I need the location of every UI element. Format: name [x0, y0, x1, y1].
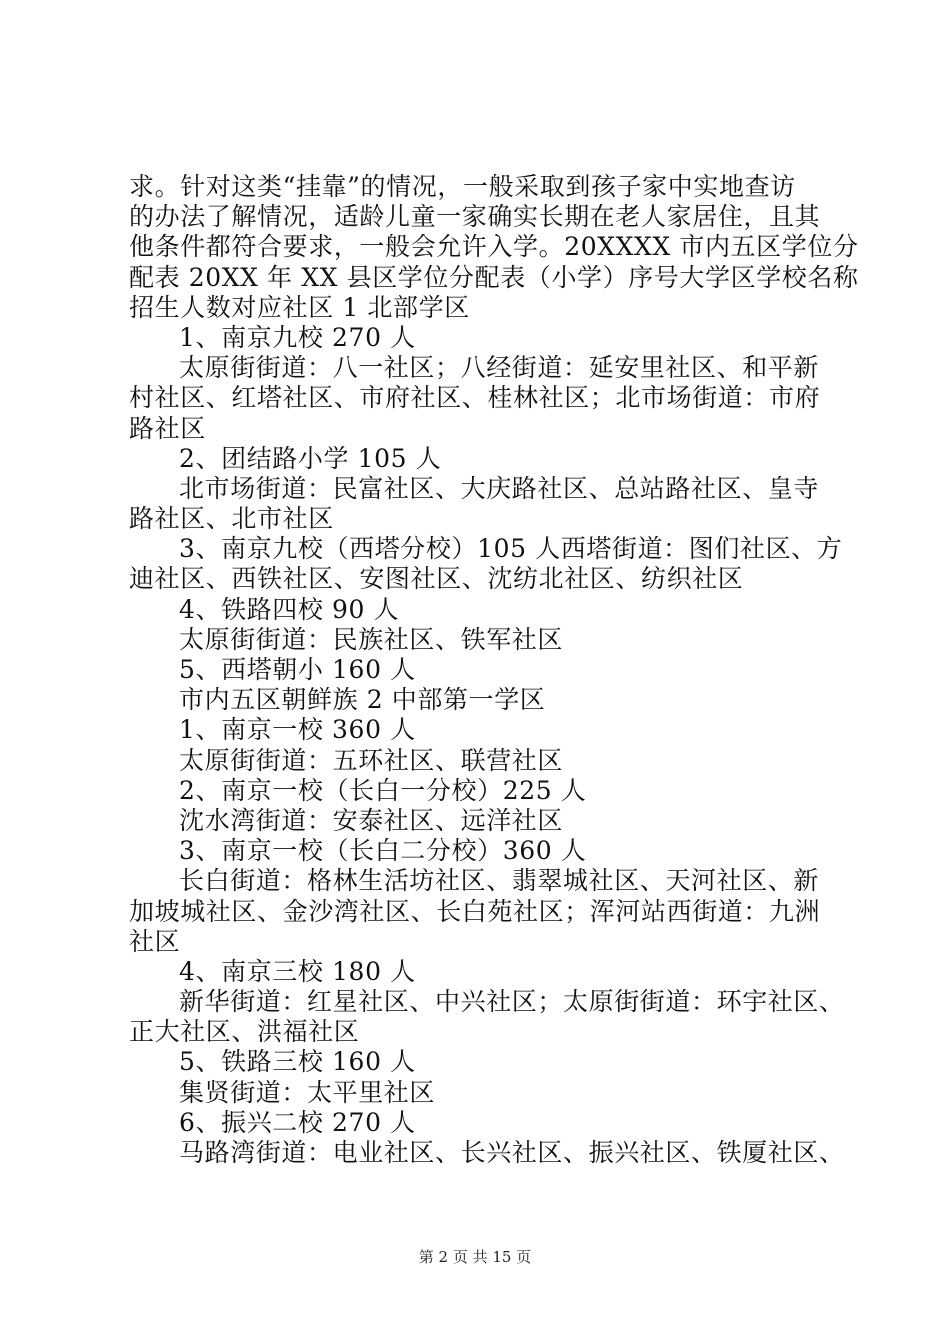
text-line: 招生人数对应社区 1 北部学区	[129, 292, 470, 322]
text-line: 1、南京一校 360 人	[179, 715, 416, 745]
text-line: 1、南京九校 270 人	[179, 322, 416, 352]
text-line: 路社区、北市社区	[129, 504, 334, 534]
text-line: 3、南京一校（长白二分校）360 人	[179, 836, 587, 866]
text-line: 他条件都符合要求，一般会允许入学。20XXXX 市内五区学位分	[129, 232, 859, 262]
text-line: 6、振兴二校 270 人	[179, 1107, 416, 1137]
text-line: 路社区	[129, 413, 206, 443]
text-line: 马路湾街道：电业社区、长兴社区、振兴社区、铁厦社区、	[179, 1138, 845, 1167]
text-line: 社区	[129, 926, 181, 956]
text-line: 新华街道：红星社区、中兴社区；太原街街道：环宇社区、	[179, 987, 845, 1017]
text-line: 北市场街道：民富社区、大庆路社区、总站路社区、皇寺	[179, 473, 820, 503]
text-line: 配表 20XX 年 XX 县区学位分配表（小学）序号大学区学校名称	[129, 262, 859, 292]
text-line: 4、南京三校 180 人	[179, 956, 416, 986]
text-line: 4、铁路四校 90 人	[179, 594, 400, 624]
text-line: 求。针对这类“挂靠”的情况，一般采取到孩子家中实地查访	[129, 172, 796, 201]
text-line: 集贤街道：太平里社区	[179, 1077, 436, 1107]
text-line: 5、西塔朝小 160 人	[179, 655, 416, 684]
page-footer: 第 2 页 共 15 页	[418, 1248, 532, 1266]
text-line: 村社区、红塔社区、市府社区、桂林社区；北市场街道：市府	[129, 383, 821, 413]
text-line: 2、南京一校（长白一分校）225 人	[179, 775, 587, 805]
text-line: 太原街街道：民族社区、铁军社区	[179, 624, 564, 654]
text-line: 太原街街道：五环社区、联营社区	[179, 745, 564, 775]
text-line: 市内五区朝鲜族 2 中部第一学区	[179, 685, 546, 715]
text-line: 正大社区、洪福社区	[129, 1017, 360, 1047]
document-body	[129, 172, 859, 1168]
text-line: 太原街街道：八一社区；八经街道：延安里社区、和平新	[179, 353, 820, 383]
text-line: 2、团结路小学 105 人	[179, 443, 442, 473]
text-line: 加坡城社区、金沙湾社区、长白苑社区；浑河站西街道：九洲	[129, 896, 821, 926]
text-line: 沈水湾街道：安泰社区、远洋社区	[179, 805, 564, 835]
text-line: 的办法了解情况，适龄儿童一家确实长期在老人家居住，且其	[129, 202, 821, 232]
text-line: 迪社区、西铁社区、安图社区、沈纺北社区、纺织社区	[129, 564, 744, 594]
text-line: 3、南京九校（西塔分校）105 人西塔街道：图们社区、方	[179, 534, 843, 564]
text-line: 5、铁路三校 160 人	[179, 1047, 416, 1077]
text-line: 长白街道：格林生活坊社区、翡翠城社区、天河社区、新	[179, 866, 820, 896]
